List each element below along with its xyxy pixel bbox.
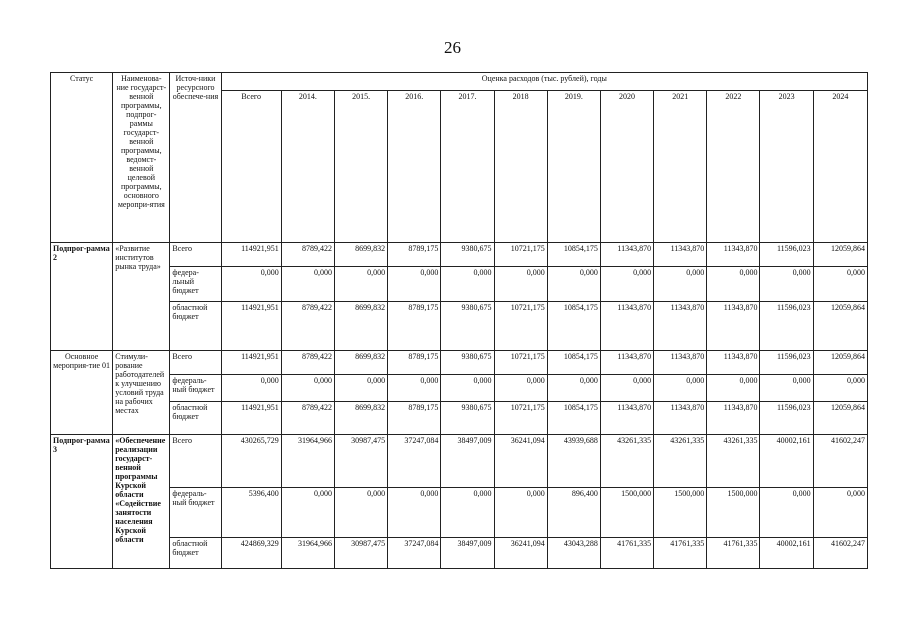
amount-cell: 0,000 <box>760 488 813 538</box>
header-year: 2023 <box>760 91 813 243</box>
amount-cell: 11343,870 <box>600 243 653 267</box>
table-row <box>51 435 868 488</box>
header-year: 2021 <box>654 91 707 243</box>
amount-cell: 8699,832 <box>334 302 387 351</box>
amount-cell: 0,000 <box>334 267 387 302</box>
amount-cell: 30987,475 <box>334 538 387 569</box>
amount-cell: 0,000 <box>221 375 281 401</box>
amount-cell: 9380,675 <box>441 350 494 374</box>
header-year: 2020 <box>600 91 653 243</box>
amount-cell: 8789,175 <box>388 243 441 267</box>
amount-cell: 114921,951 <box>221 302 281 351</box>
program-name-cell: «Обеспечение реализации государст-венной программы Курской области «Содействие занятости населения Курской области <box>113 435 170 569</box>
funding-source-cell: Всего <box>170 350 221 374</box>
amount-cell: 5396,400 <box>221 488 281 538</box>
amount-cell: 8789,422 <box>281 302 334 351</box>
amount-cell: 0,000 <box>707 375 760 401</box>
amount-cell: 8789,422 <box>281 243 334 267</box>
amount-cell: 38497,009 <box>441 538 494 569</box>
amount-cell: 10721,175 <box>494 243 547 267</box>
amount-cell: 0,000 <box>813 375 867 401</box>
amount-cell: 11596,023 <box>760 401 813 435</box>
amount-cell: 43043,288 <box>547 538 600 569</box>
amount-cell: 11343,870 <box>707 350 760 374</box>
amount-cell: 0,000 <box>547 267 600 302</box>
amount-cell: 10721,175 <box>494 401 547 435</box>
amount-cell: 0,000 <box>547 375 600 401</box>
amount-cell: 1500,000 <box>600 488 653 538</box>
amount-cell: 11343,870 <box>654 401 707 435</box>
amount-cell: 11343,870 <box>600 302 653 351</box>
amount-cell: 11343,870 <box>707 302 760 351</box>
funding-source-cell: областной бюджет <box>170 302 221 351</box>
amount-cell: 0,000 <box>494 267 547 302</box>
amount-cell: 0,000 <box>494 488 547 538</box>
status-cell: Основное мероприя-тие 01 <box>51 350 113 435</box>
amount-cell: 11596,023 <box>760 243 813 267</box>
amount-cell: 9380,675 <box>441 302 494 351</box>
header-year: 2017. <box>441 91 494 243</box>
amount-cell: 0,000 <box>707 267 760 302</box>
table-row <box>51 375 868 401</box>
table-row <box>51 350 868 374</box>
amount-cell: 0,000 <box>388 375 441 401</box>
header-year: 2024 <box>813 91 867 243</box>
amount-cell: 0,000 <box>281 267 334 302</box>
amount-cell: 12059,864 <box>813 243 867 267</box>
amount-cell: 10721,175 <box>494 350 547 374</box>
amount-cell: 0,000 <box>441 375 494 401</box>
header-year: 2015. <box>334 91 387 243</box>
amount-cell: 0,000 <box>281 488 334 538</box>
header-estimate: Оценка расходов (тыс. рублей), годы <box>221 73 867 91</box>
header-status: Статус <box>51 73 113 243</box>
amount-cell: 0,000 <box>760 267 813 302</box>
amount-cell: 8699,832 <box>334 243 387 267</box>
funding-source-cell: областной бюджет <box>170 401 221 435</box>
amount-cell: 11343,870 <box>707 243 760 267</box>
amount-cell: 8789,175 <box>388 401 441 435</box>
amount-cell: 0,000 <box>388 488 441 538</box>
amount-cell: 0,000 <box>600 375 653 401</box>
amount-cell: 8789,175 <box>388 302 441 351</box>
funding-source-cell: областной бюджет <box>170 538 221 569</box>
funding-source-cell: Всего <box>170 435 221 488</box>
amount-cell: 12059,864 <box>813 401 867 435</box>
amount-cell: 30987,475 <box>334 435 387 488</box>
amount-cell: 8789,422 <box>281 350 334 374</box>
amount-cell: 114921,951 <box>221 350 281 374</box>
amount-cell: 12059,864 <box>813 302 867 351</box>
amount-cell: 9380,675 <box>441 401 494 435</box>
amount-cell: 0,000 <box>494 375 547 401</box>
amount-cell: 40002,161 <box>760 538 813 569</box>
amount-cell: 43261,335 <box>654 435 707 488</box>
status-cell: Подпрог-рамма 2 <box>51 243 113 351</box>
table-row <box>51 267 868 302</box>
amount-cell: 0,000 <box>221 267 281 302</box>
table-row <box>51 488 868 538</box>
amount-cell: 11596,023 <box>760 302 813 351</box>
amount-cell: 37247,084 <box>388 538 441 569</box>
amount-cell: 37247,084 <box>388 435 441 488</box>
status-cell: Подпрог-рамма 3 <box>51 435 113 569</box>
page-number: 26 <box>444 38 461 57</box>
table-row <box>51 538 868 569</box>
amount-cell: 0,000 <box>441 267 494 302</box>
amount-cell: 43939,688 <box>547 435 600 488</box>
amount-cell: 12059,864 <box>813 350 867 374</box>
funding-source-cell: федера-льный бюджет <box>170 267 221 302</box>
header-year: Всего <box>221 91 281 243</box>
amount-cell: 8789,175 <box>388 350 441 374</box>
amount-cell: 114921,951 <box>221 401 281 435</box>
amount-cell: 8699,832 <box>334 350 387 374</box>
amount-cell: 11596,023 <box>760 350 813 374</box>
amount-cell: 41761,335 <box>707 538 760 569</box>
header-name: Наименова-ние государст-венной программы, подпрог-раммы государст-венной программы, ведомст-венной целевой программы, основного меропри-ятия <box>113 73 170 243</box>
amount-cell: 1500,000 <box>654 488 707 538</box>
table-row <box>51 243 868 267</box>
header-year: 2018 <box>494 91 547 243</box>
amount-cell: 0,000 <box>813 267 867 302</box>
header-year: 2016. <box>388 91 441 243</box>
header-year: 2019. <box>547 91 600 243</box>
table-row <box>51 401 868 435</box>
header-source: Источ-ники ресурсного обеспече-ния <box>170 73 221 243</box>
amount-cell: 0,000 <box>760 375 813 401</box>
amount-cell: 0,000 <box>334 375 387 401</box>
amount-cell: 43261,335 <box>600 435 653 488</box>
amount-cell: 36241,094 <box>494 538 547 569</box>
amount-cell: 11343,870 <box>654 243 707 267</box>
amount-cell: 10854,175 <box>547 401 600 435</box>
amount-cell: 10721,175 <box>494 302 547 351</box>
table-row <box>51 302 868 351</box>
amount-cell: 1500,000 <box>707 488 760 538</box>
funding-source-cell: Всего <box>170 243 221 267</box>
amount-cell: 0,000 <box>281 375 334 401</box>
amount-cell: 0,000 <box>441 488 494 538</box>
amount-cell: 896,400 <box>547 488 600 538</box>
amount-cell: 38497,009 <box>441 435 494 488</box>
funding-source-cell: федераль-ный бюджет <box>170 488 221 538</box>
amount-cell: 41761,335 <box>654 538 707 569</box>
amount-cell: 41761,335 <box>600 538 653 569</box>
amount-cell: 0,000 <box>654 267 707 302</box>
amount-cell: 36241,094 <box>494 435 547 488</box>
amount-cell: 114921,951 <box>221 243 281 267</box>
amount-cell: 10854,175 <box>547 350 600 374</box>
amount-cell: 8699,832 <box>334 401 387 435</box>
amount-cell: 0,000 <box>334 488 387 538</box>
header-year: 2022 <box>707 91 760 243</box>
amount-cell: 11343,870 <box>600 401 653 435</box>
amount-cell: 430265,729 <box>221 435 281 488</box>
amount-cell: 41602,247 <box>813 435 867 488</box>
amount-cell: 8789,422 <box>281 401 334 435</box>
amount-cell: 10854,175 <box>547 243 600 267</box>
amount-cell: 0,000 <box>600 267 653 302</box>
amount-cell: 11343,870 <box>654 350 707 374</box>
amount-cell: 424869,329 <box>221 538 281 569</box>
amount-cell: 10854,175 <box>547 302 600 351</box>
amount-cell: 0,000 <box>388 267 441 302</box>
amount-cell: 11343,870 <box>654 302 707 351</box>
program-name-cell: Стимули-рование работодателей к улучшению условий труда на рабочих местах <box>113 350 170 435</box>
amount-cell: 43261,335 <box>707 435 760 488</box>
amount-cell: 11343,870 <box>707 401 760 435</box>
funding-source-cell: федераль-ный бюджет <box>170 375 221 401</box>
amount-cell: 41602,247 <box>813 538 867 569</box>
amount-cell: 9380,675 <box>441 243 494 267</box>
budget-table <box>50 72 868 569</box>
amount-cell: 0,000 <box>654 375 707 401</box>
header-year: 2014. <box>281 91 334 243</box>
amount-cell: 31964,966 <box>281 538 334 569</box>
amount-cell: 0,000 <box>813 488 867 538</box>
amount-cell: 11343,870 <box>600 350 653 374</box>
amount-cell: 31964,966 <box>281 435 334 488</box>
amount-cell: 40002,161 <box>760 435 813 488</box>
program-name-cell: «Развитие институтов рынка труда» <box>113 243 170 351</box>
